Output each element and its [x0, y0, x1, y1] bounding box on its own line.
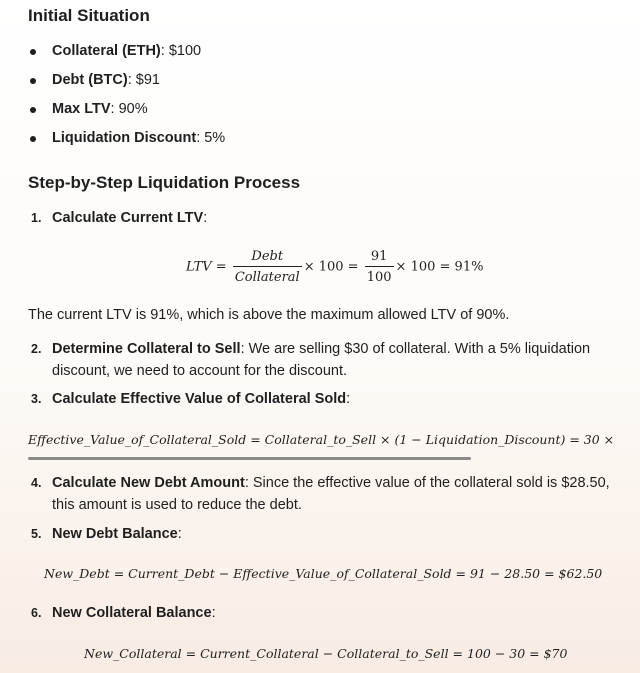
- bullet-dot-icon: [30, 49, 36, 55]
- step-1: [28, 207, 628, 229]
- item-value: : $91: [127, 72, 160, 88]
- step-title: Calculate New Debt Amount: [52, 475, 245, 491]
- step-title: Calculate Current LTV: [52, 210, 204, 226]
- step-number: 3.: [31, 392, 42, 406]
- fraction-numerator: 91: [365, 249, 394, 267]
- bullet-dot-icon: [30, 136, 36, 142]
- item-value: : $100: [160, 43, 202, 59]
- bullet-dot-icon: [30, 107, 36, 113]
- process-heading: Step-by-Step Liquidation Process: [28, 173, 301, 192]
- item-value: : 5%: [196, 130, 226, 146]
- item-label: Liquidation Discount: [52, 130, 197, 146]
- horizontal-scrollbar[interactable]: [28, 457, 471, 460]
- step-text: : Since the effective value of the collateral sold is $28.50, this amount is used to reduce the debt.: [52, 475, 610, 513]
- initial-situation-list: [28, 42, 628, 152]
- step-text: :: [211, 605, 216, 621]
- step-text: : We are selling $30 of collateral. With a 5% liquidation discount, we need to account for the discount.: [52, 341, 591, 379]
- new-collateral-equation: New_Collateral = Current_Collateral − Collateral_to_Sell = 100 − 30 = $70: [84, 646, 568, 661]
- effective-value-equation: Effective_Value_of_Collateral_Sold = Collateral_to_Sell × (1 − Liquidation_Discount) = 30 ×: [28, 432, 615, 447]
- bullet-dot-icon: [30, 78, 36, 84]
- step-number: 4.: [31, 476, 42, 490]
- new-debt-equation: New_Debt = Current_Debt − Effective_Value_of_Collateral_Sold = 91 − 28.50 = $62.50: [44, 566, 603, 581]
- item-label: Max LTV: [52, 101, 111, 117]
- step-text: :: [346, 391, 351, 407]
- step-4: [28, 472, 628, 516]
- step-number: 1.: [31, 211, 42, 225]
- fraction-denominator: 100: [366, 270, 392, 285]
- step-6: [28, 602, 628, 624]
- step-text: :: [177, 526, 182, 542]
- step-title: Calculate Effective Value of Collateral Sold: [52, 391, 347, 407]
- values-fraction: [365, 249, 394, 285]
- debt-over-collateral-fraction: [233, 249, 302, 285]
- step-title: New Debt Balance: [52, 526, 178, 542]
- ltv-equation: [186, 249, 483, 285]
- step-5: [28, 523, 628, 545]
- item-label: Collateral (ETH): [52, 43, 161, 59]
- step-number: 5.: [31, 527, 42, 541]
- ltv-paragraph: The current LTV is 91%, which is above the maximum allowed LTV of 90%.: [28, 307, 510, 323]
- step-title: New Collateral Balance: [52, 605, 212, 621]
- step-number: 2.: [31, 342, 42, 356]
- step-2: [28, 338, 628, 382]
- ltv-mid: × 100 =: [303, 259, 359, 275]
- fraction-denominator: Collateral: [234, 270, 300, 285]
- item-value: : 90%: [110, 101, 148, 117]
- step-3: [28, 388, 628, 410]
- initial-situation-heading: Initial Situation: [28, 6, 150, 25]
- step-number: 6.: [31, 606, 42, 620]
- ltv-rhs: × 100 = 91%: [395, 259, 484, 275]
- effective-value-equation-container[interactable]: [28, 429, 640, 453]
- item-label: Debt (BTC): [52, 72, 128, 88]
- step-title: Determine Collateral to Sell: [52, 341, 241, 357]
- ltv-lhs: LTV =: [186, 259, 227, 275]
- step-text: :: [203, 210, 208, 226]
- fraction-numerator: Debt: [233, 249, 302, 267]
